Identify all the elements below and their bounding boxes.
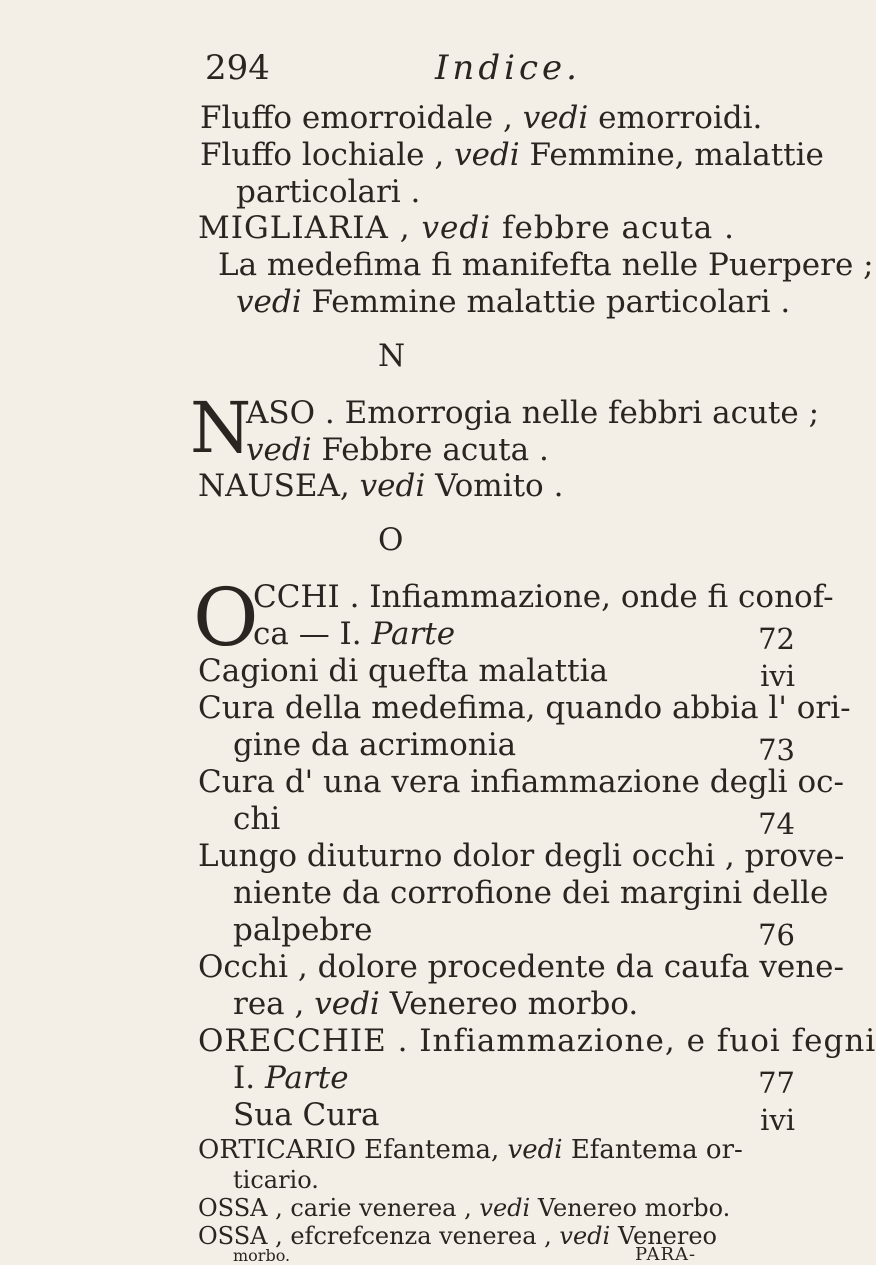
entry-line: vedi Febbre acuta . [246, 432, 549, 468]
entry-line: ca — I. Parte [253, 616, 456, 652]
dropcap-n: N [190, 387, 252, 469]
page-ref: 77 [758, 1066, 795, 1100]
page-ref: 74 [758, 807, 795, 841]
entry-line: ASO . Emorrogia nelle febbri acute ; [246, 395, 820, 431]
entry-line: Occhi , dolore procedente da caufa vene- [198, 949, 844, 985]
entry-line: Cura della medefima, quando abbia l' ori- [198, 690, 851, 726]
entry-line: morbo. [233, 1246, 291, 1265]
entry-line: OSSA , carie venerea , vedi Venereo morbo. [198, 1194, 731, 1222]
page-ref: 73 [758, 733, 795, 767]
entry-line: CCHI . Infiammazione, onde fi conof- [253, 579, 834, 615]
entry-line: Cagioni di quefta malattia [198, 653, 608, 689]
entry-line: ORECCHIE . Infiammazione, e fuoi fegni [198, 1023, 876, 1059]
dropcap-o: O [193, 571, 259, 664]
entry-line: OSSA , efcrefcenza venerea , vedi Venereo [198, 1222, 717, 1250]
entry-line: Cura d' una vera infiammazione degli oc- [198, 764, 844, 800]
page-ref: ivi [760, 1103, 795, 1137]
entry-line: Fluffo emorroidale , vedi emorroidi. [200, 100, 763, 136]
entry-line: Lungo diuturno dolor degli occhi , prove- [198, 838, 845, 874]
entry-line: NAUSEA, vedi Vomito . [198, 468, 564, 504]
entry-line: La medefima fi manifefta nelle Puerpere ; [218, 247, 874, 283]
page-number: 294 [205, 48, 270, 88]
entry-line: Fluffo lochiale , vedi Femmine, malattie [200, 137, 824, 173]
section-letter-n: N [378, 338, 406, 374]
entry-line: ticario. [233, 1166, 319, 1194]
page-ref: 72 [758, 622, 795, 656]
entry-line: gine da acrimonia [233, 727, 517, 763]
entry-line: Sua Cura [233, 1097, 380, 1133]
entry-line: palpebre [233, 912, 373, 948]
entry-line: I. Parte [233, 1060, 349, 1096]
entry-line: niente da corrofione dei margini delle [233, 875, 829, 911]
entry-line: chi [233, 801, 281, 837]
page-ref: ivi [760, 659, 795, 693]
entry-line: rea , vedi Venereo morbo. [233, 986, 639, 1022]
running-head: Indice. [435, 48, 581, 88]
entry-line: particolari . [236, 174, 421, 210]
entry-line: ORTICARIO Efantema, vedi Efantema or- [198, 1135, 743, 1165]
catchword: PARA- [635, 1244, 697, 1265]
entry-line: vedi Femmine malattie particolari . [236, 284, 791, 320]
entry-line: MIGLIARIA , vedi febbre acuta . [198, 210, 735, 246]
section-letter-o: O [378, 522, 404, 558]
page-ref: 76 [758, 918, 795, 952]
